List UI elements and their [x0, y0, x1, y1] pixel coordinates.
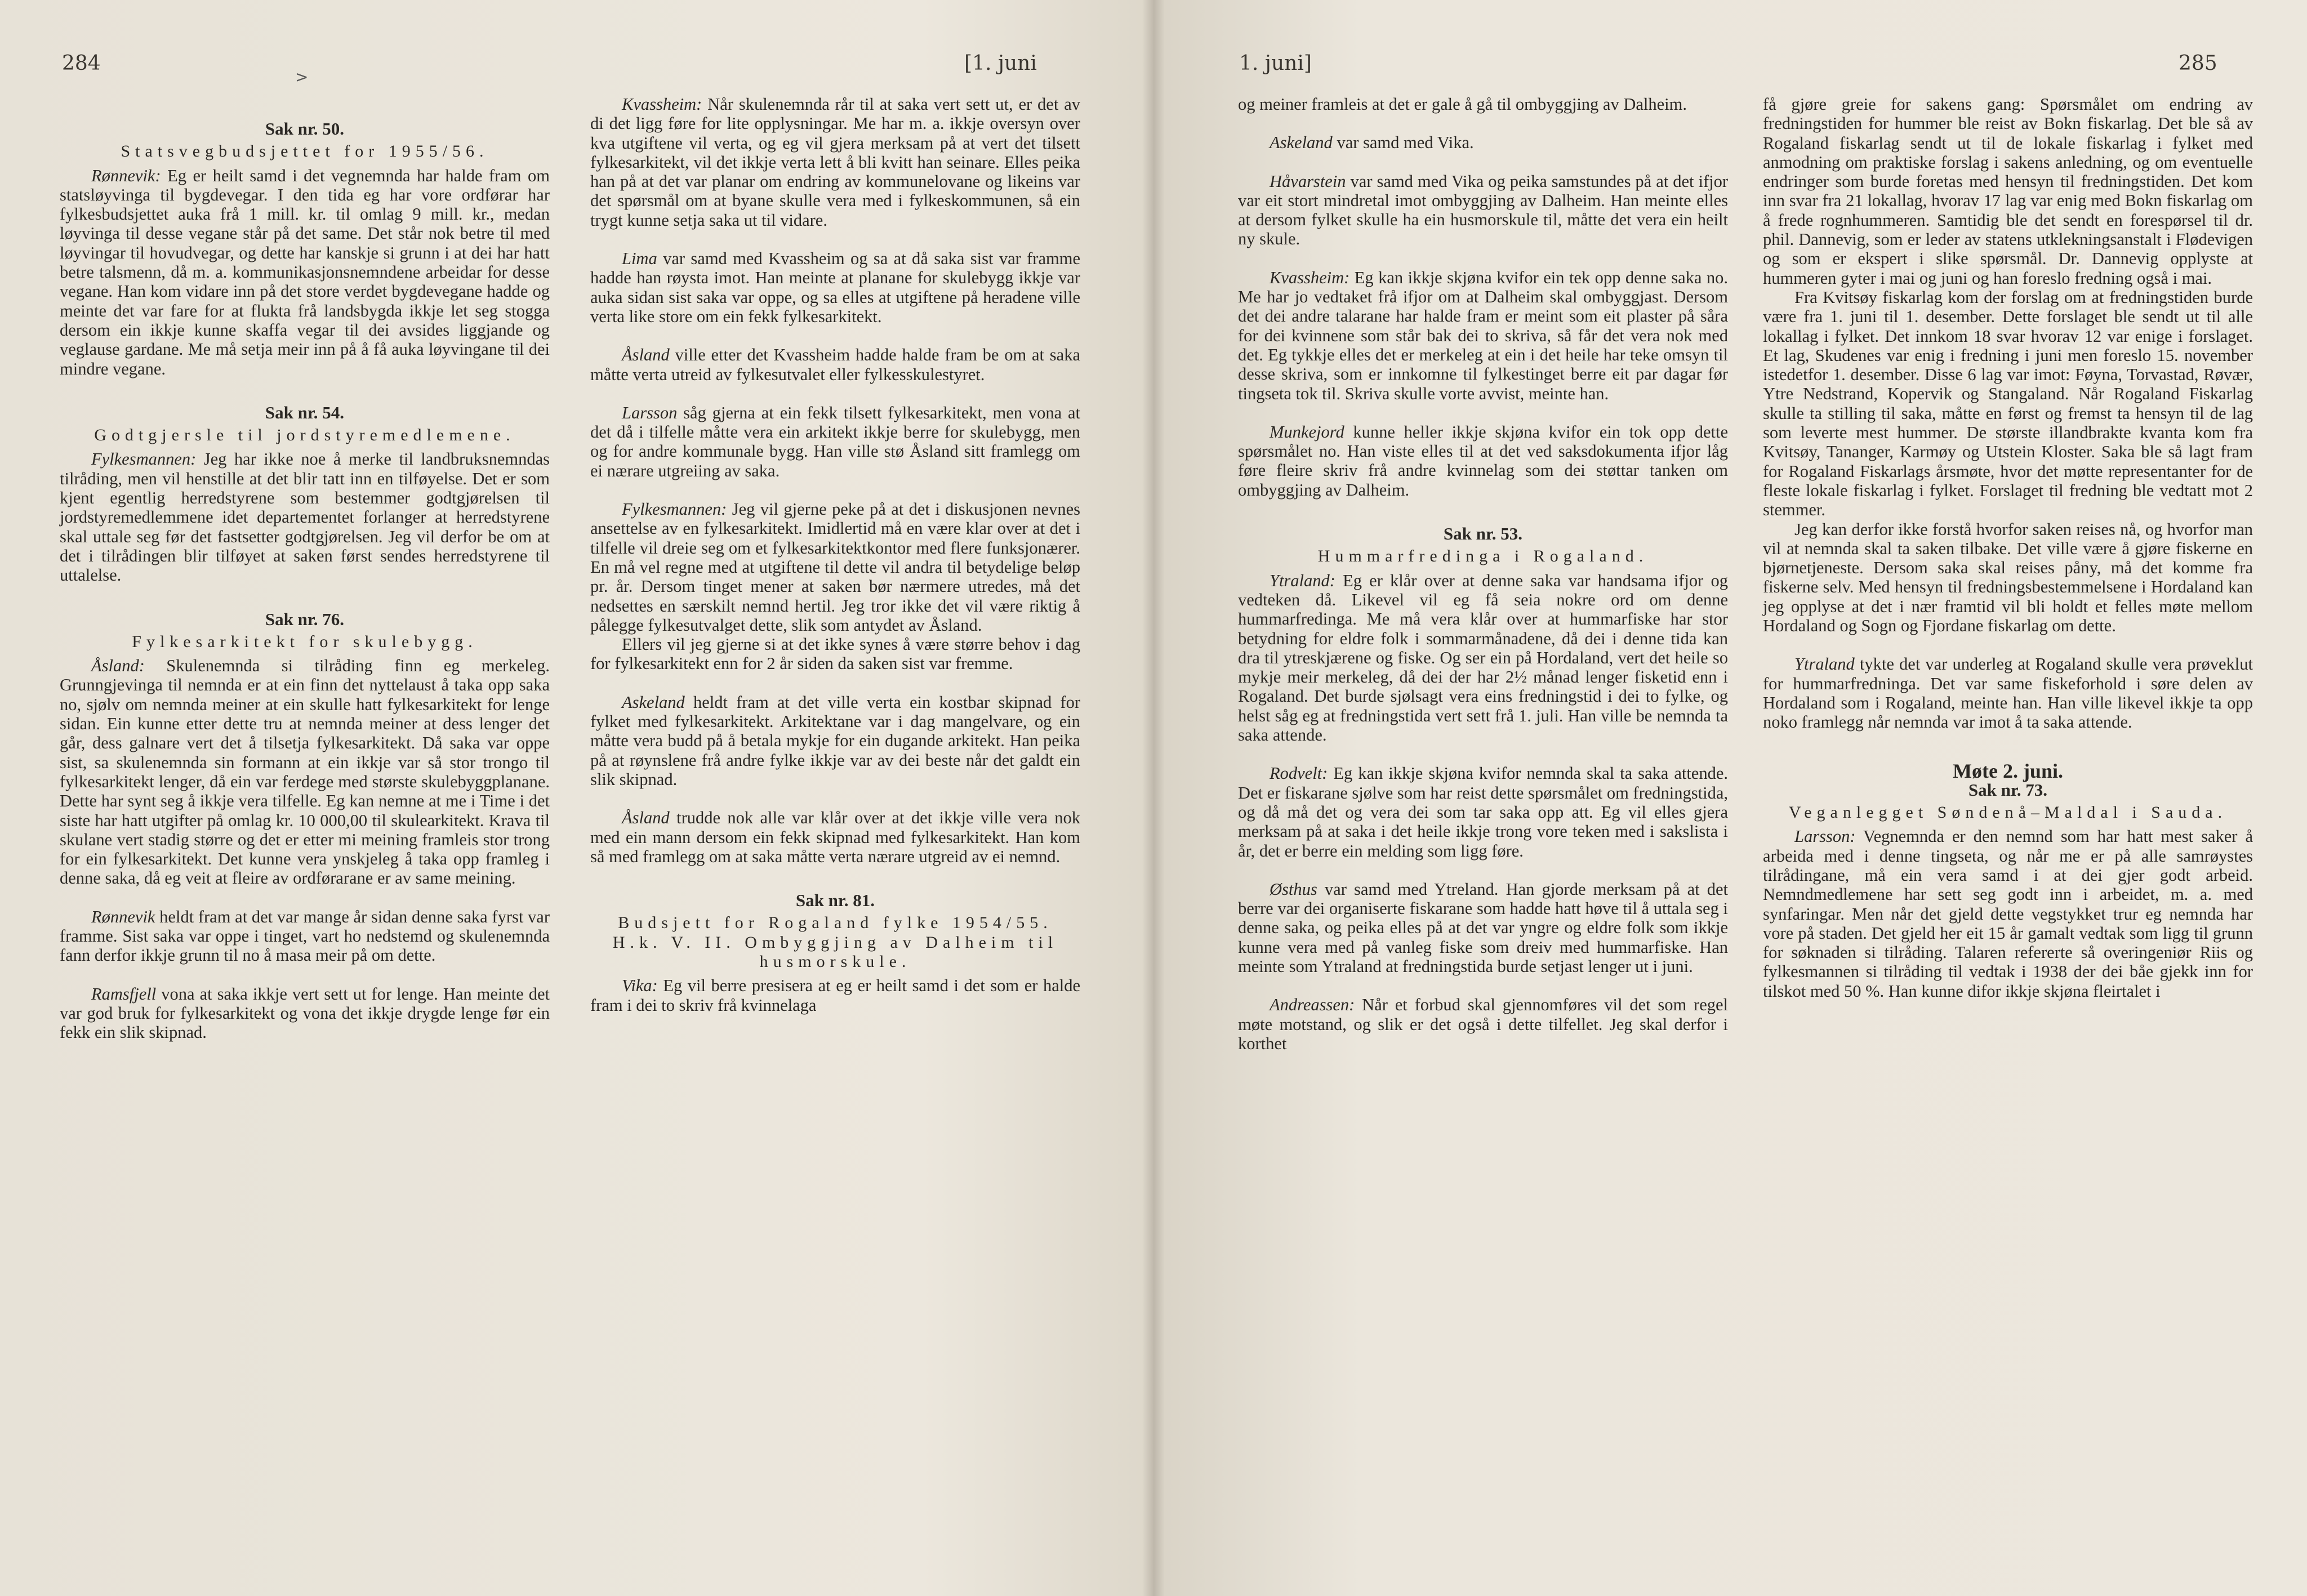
speech-paragraph — [1238, 133, 1728, 152]
speech-paragraph — [1238, 995, 1728, 1053]
paragraph-text: Jeg har ikke noe å merke til landbruksnemndas tilråding, men vil henstille at det blir tatt inn en tilføyelse. Det er som kjent egentlig herredstyrene som bestemmer godtgjørelsen til jordstyremedlemmene idet departementet forlanger at herredstyrene skal uttale seg før det fastsetter godtgjørelsen. Jeg vil derfor be om at det i tilrådingen blir tilføyet at saken først sendes herredstyrene til uttalelse. — [60, 449, 550, 585]
paragraph-text: Jeg kan derfor ikke forstå hvorfor saken reises nå, og hvorfor man vil at nemnda skal ta saken tilbake. Det ville være å gjøre fiskerne en bjørnetjeneste. Dersom saka skal reises påny, må det komme fra fiskerne selv. Med hensyn til fredningsbestemmelsene i Hordaland kan jeg opplyse at det i nær framtid vil bli holdt et felles møte mellom Hordaland og Sogn og Fjordane fiskarlag om dette. — [1763, 519, 2253, 636]
paragraph-text: Jeg vil gjerne peke på at det i diskusjonen nevnes ansettelse av en fylkesarkitekt. Imidlertid må en være klar over at det i tilfelle vil dreie seg om et fylkesarkitektkontor med flere funksjonærer. En må vel regne med at utgiftene til dette vil andra til betydelige beløp pr. år. Dersom tinget mener at saken bør nærmere utredes, må det nedsettes en særskilt nemnd hertil. Jeg tror ikke det vil være riktig å pålegge fylkesutvalget dette, slik som antydet av Åsland. — [590, 500, 1080, 635]
speech-paragraph — [1238, 172, 1728, 249]
paragraph-text: Eg vil berre presisera at eg er heilt samd i det som er halde fram i dei to skriv frå kvinnelaga — [590, 976, 1080, 1015]
section-subtitle: Fylkesarkitekt for skulebygg. — [132, 632, 478, 651]
speech-paragraph — [1763, 288, 2253, 520]
paragraph-text: og meiner framleis at det er gale å gå til ombyggjing av Dalheim. — [1238, 95, 1687, 114]
speaker-name: Askeland — [622, 692, 685, 712]
speech-paragraph — [590, 95, 1080, 230]
speaker-name: Lima — [622, 249, 657, 269]
paragraph-text: få gjøre greie for sakens gang: Spørsmålet om endring av fredningstiden for hummer ble reist av Bokn fiskarlag. Det ble så av Rogaland fiskarlag sendt ut til de lokale fiskarlag i fylket med anmodning om praktiske forslag i sakens anledning, og om eventuelle endringer som burde foretas med hensyn til fredningstiden. Det kom inn svar fra 21 lokallag, hvorav 17 lag var enig med Bokn fiskarlag om å frede rognhummeren. Samtidig ble det sendt en forespørsel til dr. phil. Dannevig, som er leder av statens utklekningsanstalt i Flødevigen og som er ekspert i slike spørsmål. Dr. Dannevig opplyste at hummeren gyter i mai og juni og han foreslo fredning også i mai. — [1763, 95, 2253, 288]
speech-paragraph — [60, 656, 550, 888]
paragraph-text: var samd med Vika. — [1332, 133, 1474, 153]
speech-paragraph — [590, 808, 1080, 866]
speaker-name: Kvassheim: — [1270, 268, 1350, 287]
left-column-1 — [60, 95, 550, 1042]
speaker-name: Åsland — [622, 345, 670, 365]
section-subtitle: Statsvegbudsjettet for 1955/56. — [121, 142, 489, 161]
section-heading: Sak nr. 81. — [795, 890, 875, 911]
speech-paragraph — [60, 984, 550, 1042]
speaker-name: Rønnevik — [91, 907, 155, 926]
speech-paragraph — [1238, 422, 1728, 500]
speaker-name: Fylkesmannen: — [91, 449, 197, 469]
speaker-name: Larsson — [622, 403, 678, 422]
speaker-name: Kvassheim: — [622, 95, 702, 114]
paragraph-text: Skulenemnda si tilråding finn eg merkeleg. Grunngjevinga til nemnda er at ein finn det nyttelaust å taka opp saka no, sjølv om nemnda meiner at ein skulle hatt fylkesarkitekt for lenge sidan. Ein kunne etter dette tru at nemnda meiner at dess lenger det går, dess galnare vert det å tilsetja fylkesarkitekt. Då saka var oppe sist, sa skulenemnda sin formann at ein ikkje var så stor trongo til fylkesarkitekt lenger, då ein var ferdege med største skulebyggplanane. Dette har synt seg å ikkje vera tilfelle. Eg kan nemne at me i Time i det siste har hatt utgifter på omlag kr. 10 000,00 til skulearkitekt. Krava til skulane vert stadig større og det er etter mi meining framleis stor trong for ein fylkesarkitekt. Det kunne vera ynskjeleg å taka opp framleg i denne saka, då eg veit at fleire av ordførarane er av same meining. — [60, 656, 550, 888]
section-subtitle: Godtgjersle til jordstyremedlemene. — [94, 426, 515, 445]
right-column-1 — [1238, 95, 1728, 1053]
speaker-name: Østhus — [1270, 879, 1317, 899]
speaker-name: Askeland — [1270, 133, 1333, 153]
paragraph-text: kunne heller ikkje skjøna kvifor ein tok opp dette spørsmålet no. Han viste elles til at det ved saksdokumenta ifjor låg føre fleire skriv frå andre kvinnelag som dei støttar tanken om ombyggjing av Dalheim. — [1238, 422, 1728, 500]
speaker-name: Fylkesmannen: — [622, 500, 727, 519]
speech-paragraph — [1238, 764, 1728, 860]
speaker-name: Munkejord — [1270, 422, 1344, 442]
speaker-name: Ytraland: — [1270, 570, 1335, 590]
speech-paragraph — [1238, 95, 1728, 114]
paragraph-text: Ellers vil jeg gjerne si at det ikke synes å være større behov i dag for fylkesarkitekt enn for 2 år siden da saken sist var fremme. — [590, 635, 1080, 674]
book-gutter — [1142, 0, 1165, 1596]
speech-paragraph — [590, 500, 1080, 635]
paragraph-text: Fra Kvitsøy fiskarlag kom der forslag om at fredningstiden burde være fra 1. juni til 1. desember. Dette forslaget ble sendt ut til alle lokallag i fylket. Det innkom 18 svar hvorav 12 var enige i forslaget. Et lag, Skudenes var enig i fredning i juni men foreslo 15. november istedetfor 1. desember. Disse 6 lag var imot: Føyna, Torvastad, Røvær, Ytre Nedstrand, Kopervik og Stangaland. Når Rogaland Fiskarlag skulle ta stilling til saka, måtte en først og fremst ta hensyn til de lag som leverte mest hummer. De største illandbrakte kvanta kom fra Kvitsøy, Tananger, Karmøy og Utstein Kloster. Saka ble så lagt fram for Rogaland Fiskarlags årsmøte, hvor det møtte representanter for de fleste lokale fiskarlag i fylket. Forslaget til fredning ble vedtatt mot 2 stemmer. — [1763, 287, 2253, 520]
speech-paragraph — [1763, 520, 2253, 636]
paragraph-text: heldt fram at det var mange år sidan denne saka fyrst var framme. Sist saka var oppe i tinget, vart ho nedstemd og skulenemnda fann derfor ikkje grunn til no å masa meir på om dette. — [60, 907, 550, 965]
speech-paragraph — [1238, 880, 1728, 976]
paragraph-text: Når et forbud skal gjennomføres vil det som regel møte motstand, og slik er det også i dette tilfellet. Jeg skal derfor i korthet — [1238, 995, 1728, 1053]
speaker-name: Åsland — [622, 808, 670, 828]
paragraph-text: Eg kan ikkje skjøna kvifor nemnda skal ta saka attende. Det er fiskarane sjølve som har reist dette spørsmålet om fredningstida, og då må det og vera dei som tar saka opp att. Eg vil elles gjera merksam på at saka i det heile ikkje trong vore teken med i sakslista i år, det er berre ein melding som ligg føre. — [1238, 764, 1728, 861]
speaker-name: Andreassen: — [1270, 995, 1355, 1015]
paragraph-text: Eg er heilt samd i det vegnemnda har halde fram om statsløyvinga til bygdevegar. I den tida eg har vore ordførar har fylkesbudsjettet auka frå 1 mill. kr. til omlag 9 mill. kr., medan løyvinga til desse vegane står på det same. Det står nok betre til med løyvingar til hovudvegar, og dette har kanskje si grunn i at dei har hatt betre talsmenn, då m. a. kommunikasjonsnemndene arbeidar for desse vegane. Han kom vidare inn på det store verdet bygdevegane hadde og meinte det var fare for at flukta frå landsbygda ikkje let seg stogga dersom ein ikkje kunne skaffa vegar til dei avsides liggjande og veglause gardane. Me må setja meir inn på å få auka løyvingane til dei mindre vegane. — [60, 166, 550, 378]
speech-paragraph — [590, 403, 1080, 480]
speech-paragraph — [590, 976, 1080, 1015]
section-subtitle: Hummarfredinga i Rogaland. — [1317, 547, 1649, 566]
speech-paragraph — [1238, 268, 1728, 403]
paragraph-text: var samd med Vika og peika samstundes på at det ifjor var eit stort mindretal imot ombyggjing av Dalheim. Han meinte elles at dersom fylket skulle ha ein husmorskule til, måtte det vera ein heilt ny skule. — [1238, 171, 1728, 249]
paragraph-text: vona at saka ikkje vert sett ut for lenge. Han meinte det var god bruk for fylkesarkitekt og vona det ikkje drygde lenge før ein fekk ein slik skipnad. — [60, 984, 550, 1042]
speaker-name: Ramsfjell — [91, 984, 157, 1004]
speech-paragraph — [60, 907, 550, 965]
section-heading: Sak nr. 54. — [265, 402, 345, 422]
speech-paragraph — [590, 635, 1080, 674]
left-running-date: [1. juni — [964, 52, 1037, 75]
left-column-2 — [590, 95, 1080, 1015]
paragraph-text: tykte det var underleg at Rogaland skulle vera prøveklut for hummarfredninga. Det var same fiskeforhold i søre delen av Hordaland som i Rogaland, meinte han. Han ville likevel ikkje ta opp noko framlegg når nemnda var imot å ta saka attende. — [1763, 654, 2253, 732]
speaker-name: Åsland: — [91, 656, 145, 676]
paragraph-text: trudde nok alle var klår over at det ikkje ville vera nok med ein mann dersom ein fekk skipnad med fylkesarkitekt. Han kom så med framlegg om at saka måtte verta nærare utgreid av ei nemnd. — [590, 808, 1080, 866]
right-page — [1154, 0, 2307, 1596]
speech-paragraph — [1763, 95, 2253, 288]
right-column-2 — [1763, 95, 2253, 1001]
speech-paragraph — [590, 249, 1080, 326]
speech-paragraph — [60, 449, 550, 585]
speaker-name: Rønnevik: — [91, 166, 161, 185]
paragraph-text: ville etter det Kvassheim hadde halde fram be om at saka måtte verta utreid av fylkesutvalet eller fylkesskulestyret. — [590, 345, 1080, 384]
paragraph-text: såg gjerna at ein fekk tilsett fylkesarkitekt, men vona at det då i tilfelle måtte vera ein arkitekt ikkje berre for skulebygg, men og for andre kommunale bygg. Han ville stø Åsland sitt framlegg om ei nærare utgreiing av saka. — [590, 403, 1080, 480]
section-subtitle: Budsjett for Rogaland fylke 1954/55. H.k. V. II. Ombyggjing av Dalheim til husmorskule. — [612, 913, 1058, 971]
speech-paragraph — [590, 693, 1080, 789]
speaker-name: Vika: — [622, 976, 658, 996]
section-heading: Sak nr. 76. — [265, 609, 345, 629]
left-page-number: 284 — [62, 52, 101, 75]
right-page-number: 285 — [2179, 52, 2217, 75]
speech-paragraph — [60, 166, 550, 378]
speaker-name: Håvarstein — [1270, 171, 1346, 191]
meeting-heading: Møte 2. juni. — [1953, 759, 2063, 782]
margin-mark: > — [295, 68, 309, 86]
speech-paragraph — [1238, 571, 1728, 745]
section-subtitle: Veganlegget Søndenå–Maldal i Sauda. — [1788, 803, 2228, 822]
paragraph-text: Når skulenemnda rår til at saka vert sett ut, er det av di det ligg føre for lite opplysningar. Me har m. a. ikkje oversyn over kva utgiftene vil verta, og eg vil gjera merksam på at vert det tilsett fylkesarkitekt, vil det ikkje verta lett å bli kvitt han seinare. Elles peika han på at det var planar om endring av kommunelovane og likeins var det spørsmål om at byane skulle vera med i fylkeskommunen, så ein trygt kunne setja saka ut til vidare. — [590, 95, 1080, 230]
paragraph-text: Vegnemnda er den nemnd som har hatt mest saker å arbeida med i denne tingseta, og når me er på alle samrøystes tilrådingane, må ein vera samd i at dei gjer godt arbeid. Nemndmedlemene har sett seg godt inn i arbeidet, m. a. med synfaringar. Men når det gjeld dette vegstykket trur eg nemnda har vore på staden. Det gjeld her eit 15 år gamalt vedtak som ligg til grunn for søknaden si tilråding. Talaren refererte så overingeniør Riis og fylkesmannen si tilråding til vedtak i 1938 der dei båe gjekk inn for tilskot med 50 %. Han kunne difor ikkje skjøna fleirtalet i — [1763, 827, 2253, 1001]
paragraph-text: var samd med Ytreland. Han gjorde merksam på at det berre var dei organiserte fiskarane som hadde hatt høve til å uttala seg i denne saka, og peika elles på at det var yngre og eldre folk som ikkje kunne vera med på vanleg fiske som dreiv med hummarfiske. Han meinte som Ytraland at fredningstida burde setjast lenger ut i juni. — [1238, 879, 1728, 976]
speech-paragraph — [1763, 827, 2253, 1001]
section-heading: Sak nr. 53. — [1443, 524, 1523, 544]
speaker-name: Larsson: — [1794, 827, 1856, 846]
speaker-name: Rodvelt: — [1270, 764, 1328, 783]
paragraph-text: Eg kan ikkje skjøna kvifor ein tek opp denne saka no. Me har jo vedtaket frå ifjor om at Dalheim skal ombyggjast. Dersom det dei andre talarane har halde fram er meint som eit plaster på såra for dei kvinnene som står bak dei to skriva, så får det vera nok med det. Eg tykkje elles det er merkeleg at ein i det heile har teke omsyn til desse skriva, som er innkomne til fylkestinget berre eit par dagar før tingseta tok til. Skriva skulle vorte avvist, meinte han. — [1238, 268, 1728, 403]
section-heading: Sak nr. 50. — [265, 119, 345, 139]
right-running-date: 1. juni] — [1239, 52, 1312, 75]
speech-paragraph — [1763, 654, 2253, 732]
speaker-name: Ytraland — [1794, 654, 1855, 674]
paragraph-text: var samd med Kvassheim og sa at då saka sist var framme hadde han røysta imot. Han meinte at planane for skulebygg ikkje var auka sidan sist saka var oppe, og sa elles at utgiftene på heradene ville verta like store om ein fekk fylkesarkitekt. — [590, 249, 1080, 326]
speech-paragraph — [590, 345, 1080, 384]
paragraph-text: heldt fram at det ville verta ein kostbar skipnad for fylket med fylkesarkitekt. Arkitektane var i dag mangelvare, og ein måtte vera budd på å betala mykje for ein dugande arkitekt. Han peika på at røynslene frå andre fylke ikkje var av dei beste når det galdt ein slik skipnad. — [590, 692, 1080, 789]
section-heading: Sak nr. 73. — [1968, 779, 2048, 800]
paragraph-text: Eg er klår over at denne saka var handsama ifjor og vedteken då. Likevel vil eg få seia nokre ord om denne hummarfredinga. Me må vera klår over at hummarfiske har stor betydning for eldre folk i sommarmånadene, då dei i denne tida kan dra til ytreskjærene og fiske. Og ser ein på Hordaland, vert det heile so mykje meir merkeleg, då dei der har 2½ månad lenger fisketid enn i Rogaland. Det burde sjølsagt vera eins fredningstid i dei to fylke, og helst såg eg at fredningstida vert sett frå 1. juli. Han ville be nemnda ta saka attende. — [1238, 570, 1728, 745]
